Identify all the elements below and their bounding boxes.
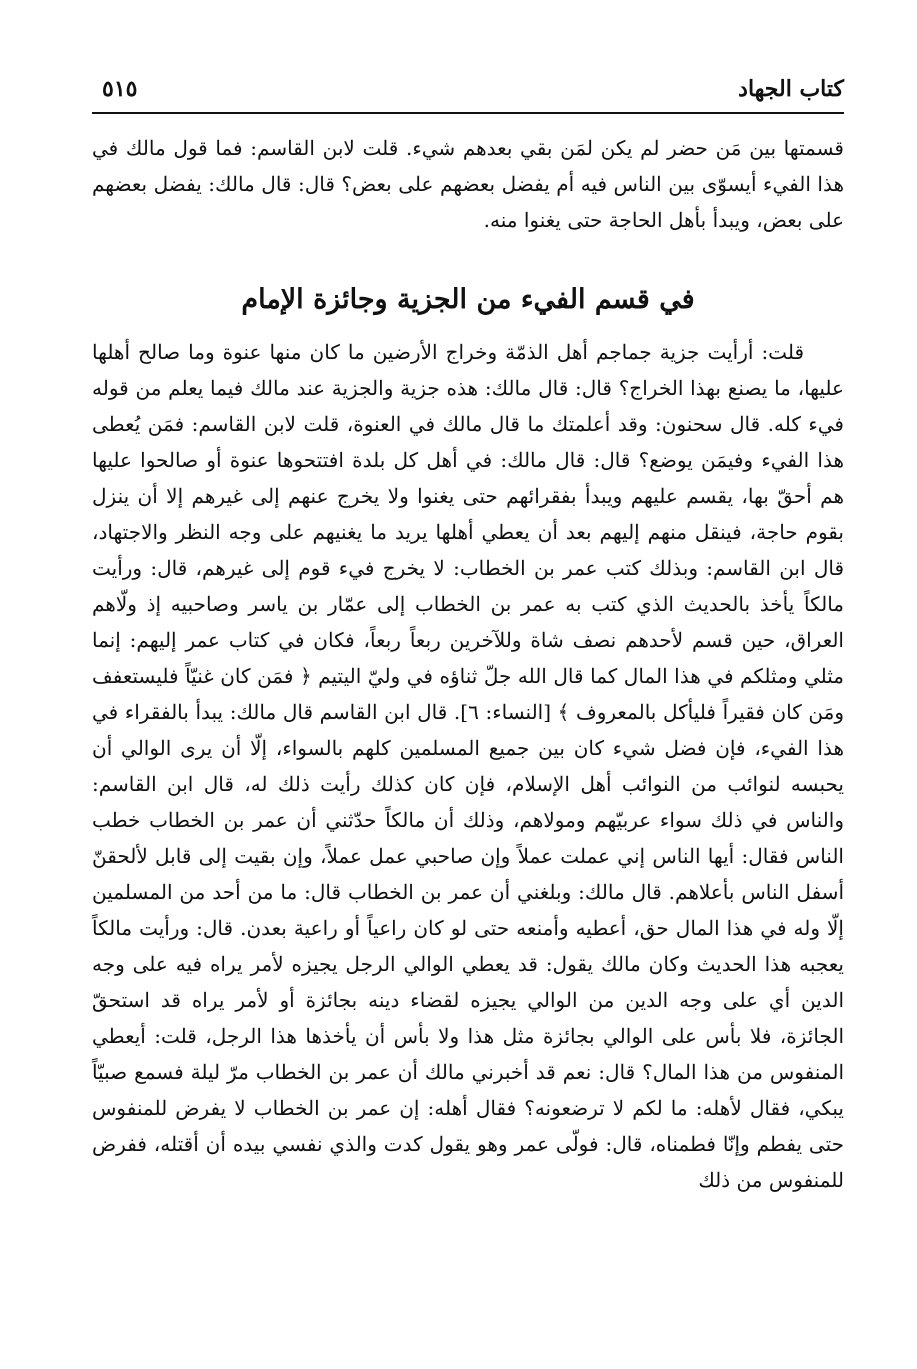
running-head-book-title: كتاب الجهاد <box>738 76 844 102</box>
intro-text <box>92 130 844 238</box>
intro-paragraph: قسمتها بين مَن حضر لم يكن لمَن بقي بعدهم شيء. قلت لابن القاسم: فما قول مالك في هذا الفيء أيسوّى بين الناس فيه أم يفضل بعضهم على بعض؟ قال: قال مالك: يفضل بعضهم على بعض، ويبدأ بأهل الحاجة حتى يغنوا منه. <box>92 136 844 232</box>
section-heading: في قسم الفيء من الجزية وجائزة الإمام <box>241 284 695 315</box>
main-paragraph: قلت: أرأيت جزية جماجم أهل الذمّة وخراج الأرضين ما كان منها عنوة وما صالح أهلها عليها، ما يصنع بهذا الخراج؟ قال: قال مالك: هذه جزية والجزية عند مالك فيما يعلم من قوله فيء كله. قال سحنون: وقد أعلمتك ما قال مالك في العنوة، قلت لابن القاسم: فمَن يُعطى هذا الفيء وفيمَن يوضع؟ قال: قال مالك: في أهل كل بلدة افتتحوها عنوة أو صالحوا عليها هم أحقّ بها، يقسم عليهم ويبدأ بفقرائهم حتى يغنوا ولا يخرج عنهم إلى غيرهم إلا أن ينزل بقوم حاجة، فينقل منهم إليهم بعد أن يعطي أهلها يريد ما يغنيهم على وجه النظر والاجتهاد، قال ابن القاسم: وبذلك كتب عمر بن الخطاب: لا يخرج فيء قوم إلى غيرهم، قال: ورأيت مالكاً يأخذ بالحديث الذي كتب به عمر بن الخطاب إلى عمّار بن ياسر وصاحبيه إذ ولّاهم العراق، حين قسم لأحدهم نصف شاة وللآخرين ربعاً ربعاً، فكان في كتاب عمر إليهم: إنما مثلي ومثلكم في هذا المال كما قال الله جلّ ثناؤه في وليّ اليتيم ﴿ فمَن كان غنيّاً فليستعفف ومَن كان فقيراً فليأكل بالمعروف ﴾ [النساء: ٦]. قال ابن القاسم قال مالك: يبدأ بالفقراء في هذا الفيء، فإن فضل شيء كان بين جميع المسلمين كلهم بالسواء، إلّا أن يرى الوالي أن يحبسه لنوائب من النوائب أهل الإسلام، فإن كان كذلك رأيت ذلك له، قال ابن القاسم: والناس في ذلك سواء عربيّهم ومولاهم، وذلك أن مالكاً حدّثني أن عمر بن الخطاب خطب الناس فقال: أيها الناس إني عملت عملاً وإن صاحبي عمل عملاً، وإن بقيت إلى قابل لألحقنّ أسفل الناس بأعلاهم. قال مالك: وبلغني أن عمر بن الخطاب قال: ما من أحد من المسلمين إلّا وله في هذا المال حق، أعطيه وأمنعه حتى لو كان راعياً أو راعية بعدن. قال: ورأيت مالكاً يعجبه هذا الحديث وكان مالك يقول: قد يعطي الوالي الرجل يجيزه لأمر يراه فيه على وجه الدين أي على وجه الدين من الوالي يجيزه لقضاء دينه بجائزة أو لأمر يراه قد استحقّ الجائزة، فلا بأس على الوالي بجائزة مثل هذا ولا بأس أن يأخذها هذا الرجل، قلت: أيعطي المنفوس من هذا المال؟ قال: نعم قد أخبرني مالك أن عمر بن الخطاب مرّ ليلة فسمع صبيّاً يبكي، فقال لأهله: ما لكم لا ترضعونه؟ فقال أهله: إن عمر بن الخطاب لا يفرض للمنفوس حتى يفطم وإنّا فطمناه، قال: فولّى عمر وهو يقول كدت والذي نفسي بيده أن أقتله، ففرض للمنفوس من ذلك <box>92 340 845 1192</box>
page-number: ٥١٥ <box>102 76 138 102</box>
main-text <box>92 334 844 1198</box>
page-header <box>92 64 844 114</box>
